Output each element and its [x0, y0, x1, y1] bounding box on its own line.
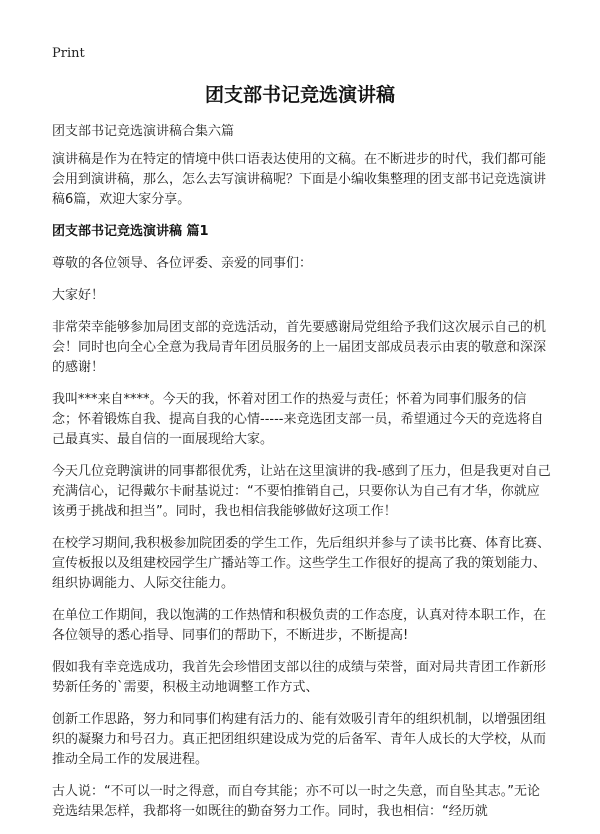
- intro-paragraph: 演讲稿是作为在特定的情境中供口语表达使用的文稿。在不断进步的时代，我们都可能会用到演讲稿，那么，怎么去写演讲稿呢？下面是小编收集整理的团支部书记竞选演讲稿6篇，欢迎大家分享。: [52, 152, 547, 207]
- body-paragraph: 创新工作思路，努力和同事们构建有活力的、能有效吸引青年的组织机制，以增强团组织的凝聚力和号召力。真正把团组织建设成为党的后备军、青年人成长的大学校，从而推动全局工作的发展进程。: [52, 712, 547, 767]
- document-body: [52, 150, 552, 834]
- body-paragraph: 我叫***来自****。今天的我，怀着对团工作的热爱与责任；怀着为同事们服务的信念；怀着锻炼自我、提高自我的心情-----来竞选团支部一员，希望通过今天的竞选将自己最真实、最自信的一面展现给大家。: [52, 392, 544, 447]
- print-link[interactable]: Print: [52, 46, 85, 61]
- body-paragraph: 假如我有幸竞选成功，我首先会珍惜团支部以往的成绩与荣誉，面对局共青团工作新形势新任务的`需要，积极主动地调整工作方式、: [52, 660, 547, 695]
- page-title: 团支部书记竞选演讲稿: [204, 84, 395, 106]
- document-subtitle: 团支部书记竞选演讲稿合集六篇: [52, 124, 235, 139]
- body-paragraph: 在单位工作期间，我以饱满的工作热情和积极负责的工作态度，认真对待本职工作，在各位领导的悉心指导、同事们的帮助下，不断进步，不断提高!: [52, 608, 547, 643]
- body-paragraph: 古人说：“不可以一时之得意，而自夸其能；亦不可以一时之失意，而自坠其志。”无论竞选结果怎样，我都将一如既往的勤奋努力工作。同时，我也相信：“经历就: [52, 784, 540, 819]
- salutation-paragraph: 尊敬的各位领导、各位评委、亲爱的同事们：: [52, 256, 313, 271]
- body-paragraph: 今天几位竞聘演讲的同事都很优秀，让站在这里演讲的我-感到了压力，但是我更对自己充满信心，记得戴尔卡耐基说过：“不要怕推销自己，只要你认为自己有才华，你就应该勇于挑战和担当”。同时，我也相信我能够做好这项工作！: [52, 464, 551, 519]
- section-heading: 团支部书记竞选演讲稿 篇1: [52, 224, 209, 239]
- greeting-paragraph: 大家好！: [52, 288, 105, 303]
- body-paragraph: 在校学习期间,我积极参加院团委的学生工作，先后组织并参与了读书比赛、体育比赛、宣传板报以及组建校园学生广播站等工作。这些学生工作很好的提高了我的策划能力、组织协调能力、人际交往能力。: [52, 536, 551, 591]
- body-paragraph: 非常荣幸能够参加局团支部的竞选活动，首先要感谢局党组给予我们这次展示自己的机会！同时也向全心全意为我局青年团员服务的上一届团支部成员表示由衷的敬意和深深的感谢！: [52, 320, 547, 375]
